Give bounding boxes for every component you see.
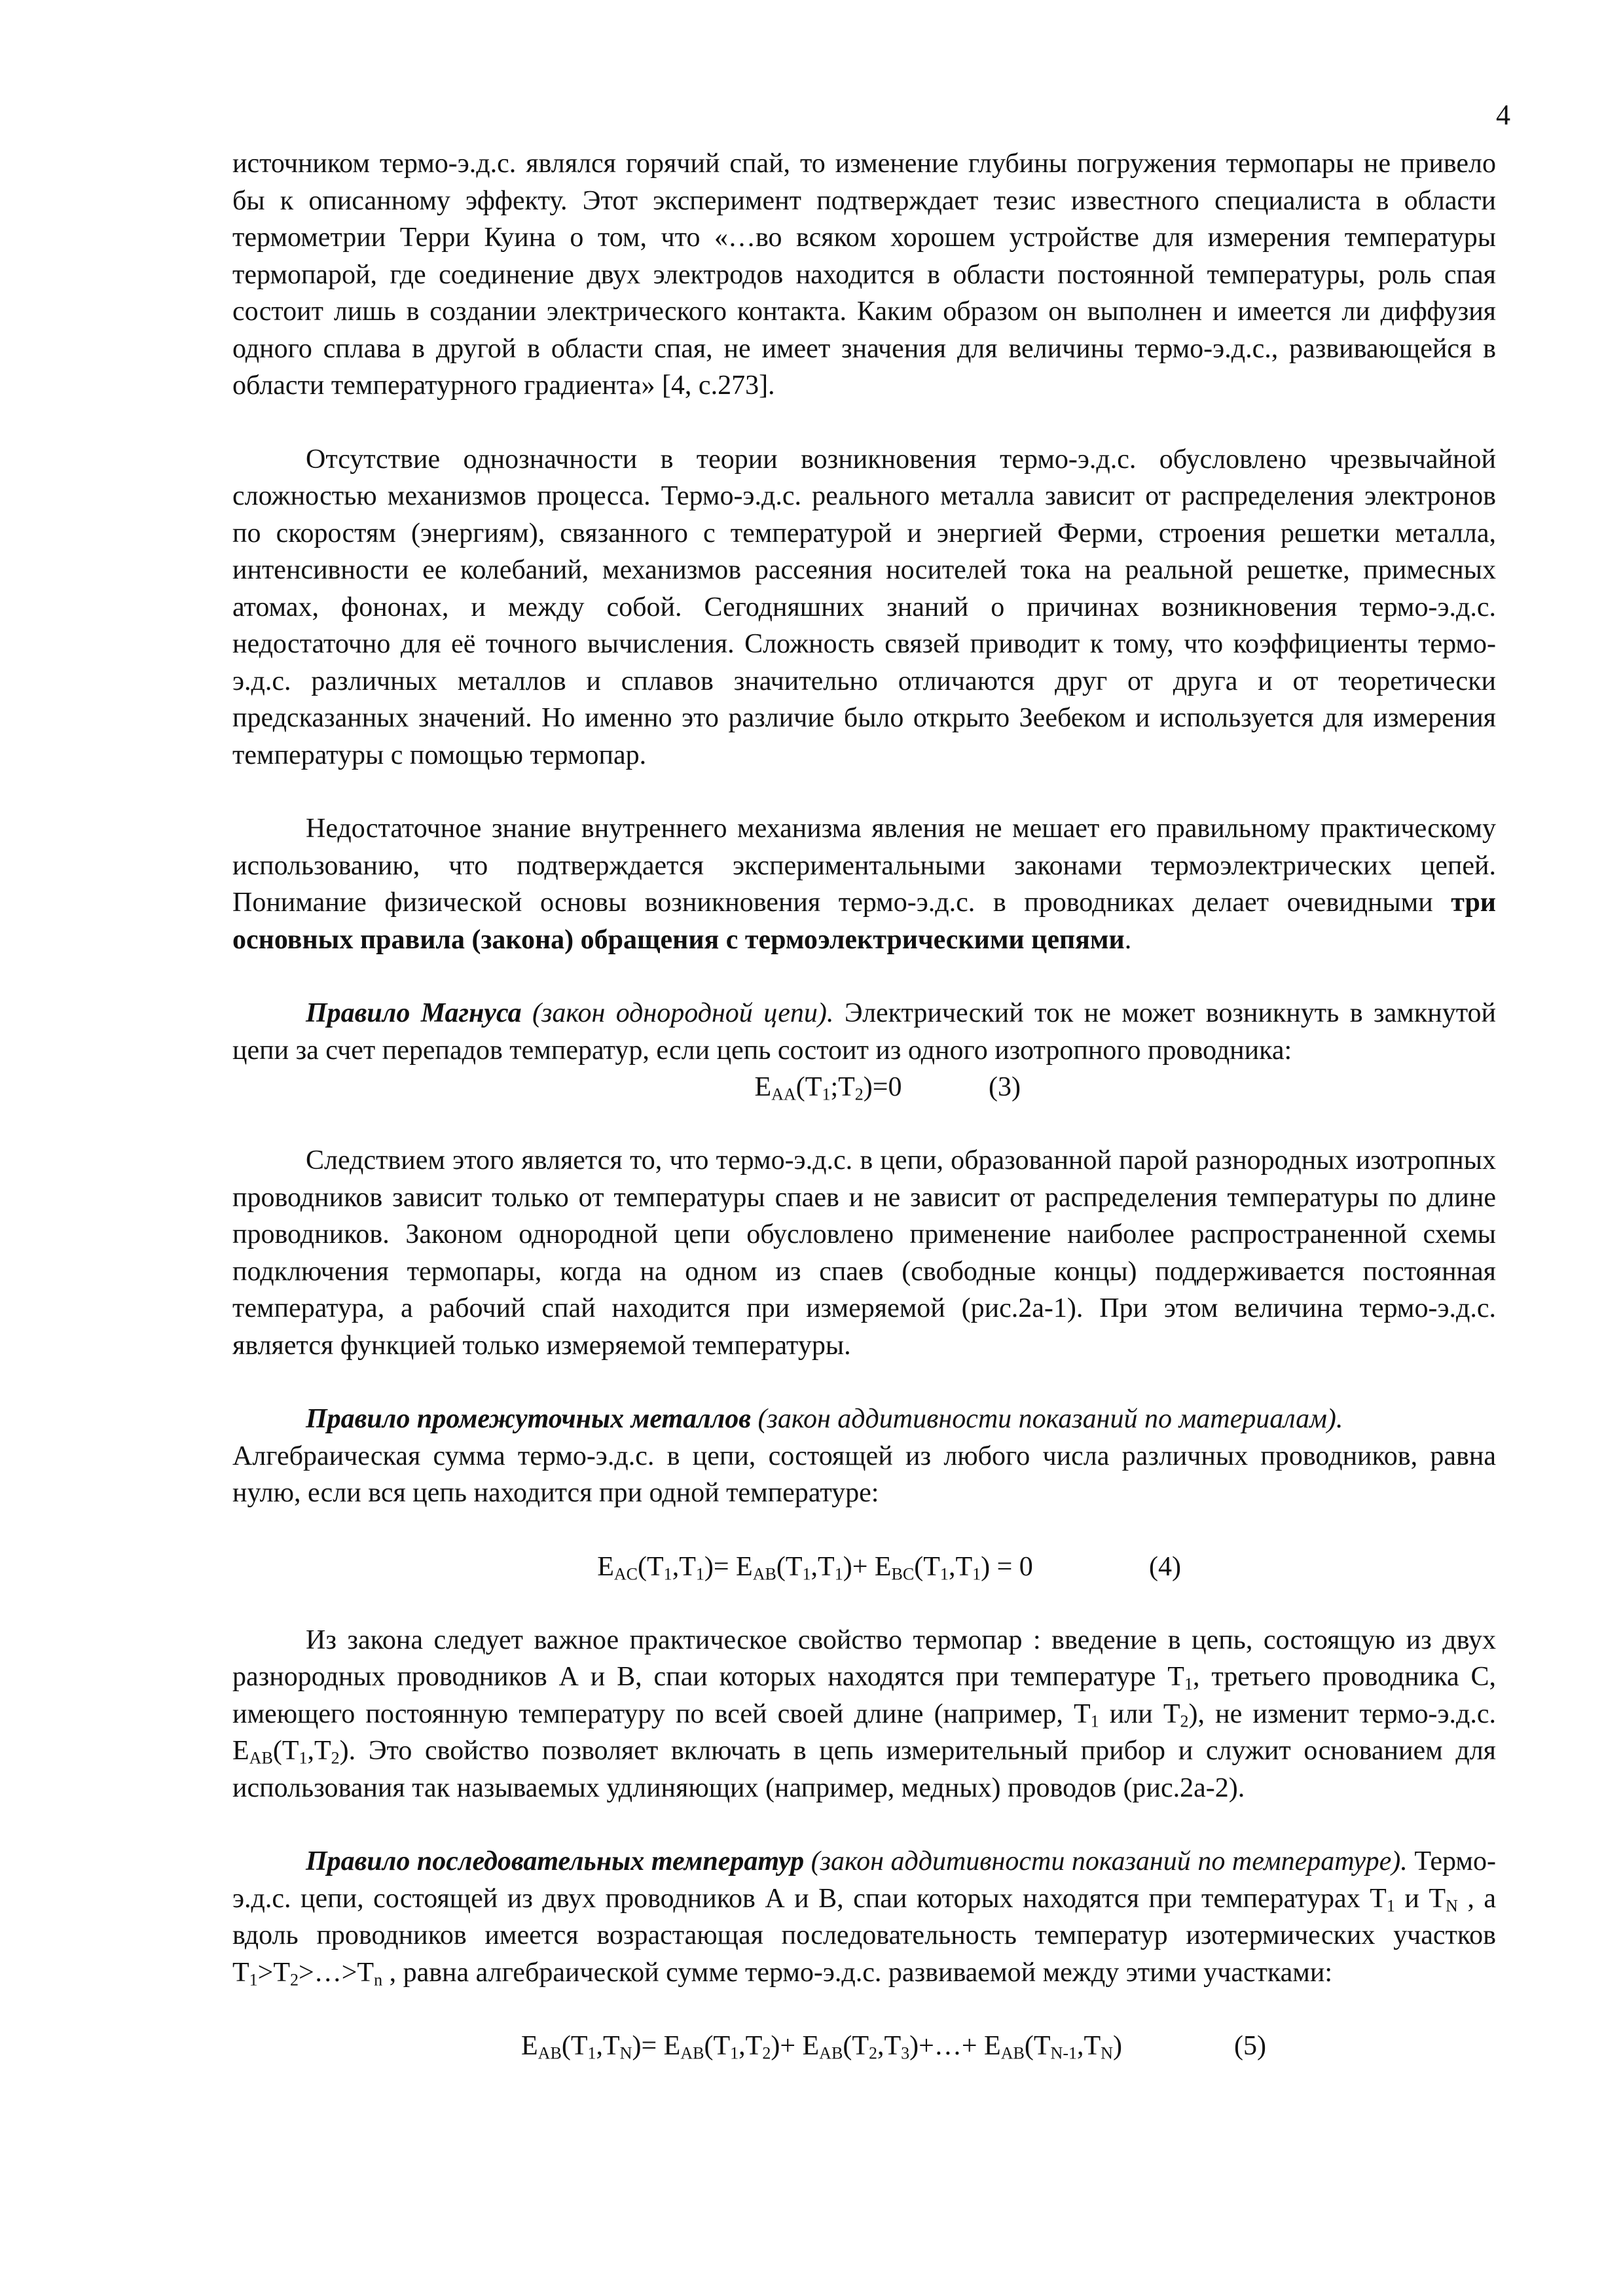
paragraph-1: источником термо-э.д.с. являлся горячий спай, то изменение глубины погружения термопары не привело бы к описанному эффекту. Этот эксперимент подтверждает тезис известного специалиста в области термометрии Терри Куина о том, что «…во всяком хорошем устройстве для измерения температуры термопарой, где соединение двух электродов находится в области постоянной температуры, роль спая состоит лишь в создании электрического контакта. Каким образом он выполнен и имеется ли диффузия одного сплава в другой в области спая, не имеет значения для величины термо-э.д.с., развивающейся в области температурного градиента» [4, с.273].: [232, 149, 1496, 401]
equation-5-body: $E_{AB}(T_1,T_N)= E_{AB}(T_1,T_2)+$ $E_{AB}(T_2,T_3)+\dots+ E_{AB}(T_{N-1},T_N)$: [521, 2031, 1122, 2063]
rule-intermediate-metals: [232, 1401, 1496, 1438]
paragraph-3-bold: три основных правила (закона) обращения с термоэлектрическими цепями: [232, 888, 1496, 955]
rule-sequential-temperatures: Правило последовательных температур (закон аддитивности показаний по температуре). Термо-э.д.с. цепи, состоящей из двух проводников А и В, спаи которых находятся при температурах $Т_1$ и $Т_N$ , а вдоль проводников имеется возрастающая последовательность температур изотермических участков $Т_1>Т_2>\dots>Т_n$ , равна алгебраической сумме термо-э.д.с. развиваемой между этими участками:: [232, 1846, 1496, 1989]
equation-5: [232, 2028, 1496, 2064]
body-text: [232, 145, 1496, 2064]
equation-4: [232, 1549, 1496, 1585]
rule-intermediate-title: Правило промежуточных металлов: [306, 1404, 752, 1434]
equation-3: [232, 1069, 1496, 1105]
paragraph-3: [232, 810, 1496, 958]
rule-sequential-subtitle: (закон аддитивности показаний по температуре).: [811, 1846, 1408, 1876]
page-number: 4: [1496, 99, 1510, 131]
paragraph-2: Отсутствие однозначности в теории возникновения термо-э.д.с. обусловлено чрезвычайной сложностью механизмов процесса. Термо-э.д.с. реального металла зависит от распределения электронов по скоростям (энергиям), связанного с температурой и энергией Ферми, строения решетки металла, интенсивности ее колебаний, механизмов рассеяния носителей тока на реальной решетке, примесных атомах, фононах, и между собой. Сегодняшних знаний о причинах возникновения термо-э.д.с. недостаточно для её точного вычисления. Сложность связей приводит к тому, что коэффициенты термо-э.д.с. различных металлов и сплавов значительно отличаются друг от друга и от теоретически предсказанных значений. Но именно это различие было открыто Зеебеком и используется для измерения температуры с помощью термопар.: [232, 444, 1496, 770]
rule-intermediate-subtitle: (закон аддитивности показаний по материалам).: [757, 1404, 1343, 1434]
rule-magnus-title: Правило Магнуса: [306, 998, 522, 1028]
equation-3-number: (3): [989, 1072, 1021, 1102]
equation-4-number: (4): [1149, 1551, 1181, 1582]
equation-5-number: (5): [1234, 2031, 1266, 2061]
equation-3-body: $E_{AA}(T_1;T_2)=0$: [754, 1072, 902, 1104]
rule-magnus-subtitle: (закон однородной цепи).: [532, 998, 834, 1028]
paragraph-3-end: .: [1124, 924, 1132, 955]
rule-sequential-title: Правило последовательных температур: [306, 1846, 805, 1876]
equation-4-body: $E_{AC}(T_1,T_1)= E_{AB}(T_1,T_1)+ E_{BC}(T_1,T_1) = 0$: [597, 1551, 1033, 1583]
paragraph-3-text: Недостаточное знание внутреннего механизма явления не мешает его правильному практическому использованию, что подтверждается экспериментальными законами термоэлектрических цепей. Понимание физической основы возникновения термо-э.д.с. в проводниках делает очевидными: [232, 814, 1496, 918]
paragraph-4: Следствием этого является то, что термо-э.д.с. в цепи, образованной парой разнородных изотропных проводников зависит только от температуры спаев и не зависит от распределения температуры по длине проводников. Законом однородной цепи обусловлено применение наиболее распространенной схемы подключения термопары, когда на одном из спаев (свободные концы) поддерживается постоянная температура, а рабочий спай находится при измеряемой (рис.2а-1). При этом величина термо-э.д.с. является функцией только измеряемой температуры.: [232, 1145, 1496, 1361]
rule-intermediate-text: Алгебраическая сумма термо-э.д.с. в цепи, состоящей из любого числа различных проводников, равна нулю, если вся цепь находится при одной температуре:: [232, 1441, 1496, 1508]
rule-magnus: [232, 995, 1496, 1069]
paragraph-5: Из закона следует важное практическое свойство термопар : введение в цепь, состоящую из двух разнородных проводников А и В, спаи которых находятся при температуре $Т_1$, третьего проводника С, имеющего постоянную температуру по всей своей длине (например, $Т_1$ или $Т_2$), не изменит термо-э.д.с. $Е_{AB}(Т_1,Т_2)$. Это свойство позволяет включать в цепь измерительный прибор и служит основанием для использования так называемых удлиняющих (например, медных) проводов (рис.2а-2).: [232, 1624, 1497, 1803]
rule-magnus-text: Электрический ток не может возникнуть в замкнутой цепи за счет перепадов температур, если цепь состоит из одного изотропного проводника:: [232, 998, 1496, 1066]
